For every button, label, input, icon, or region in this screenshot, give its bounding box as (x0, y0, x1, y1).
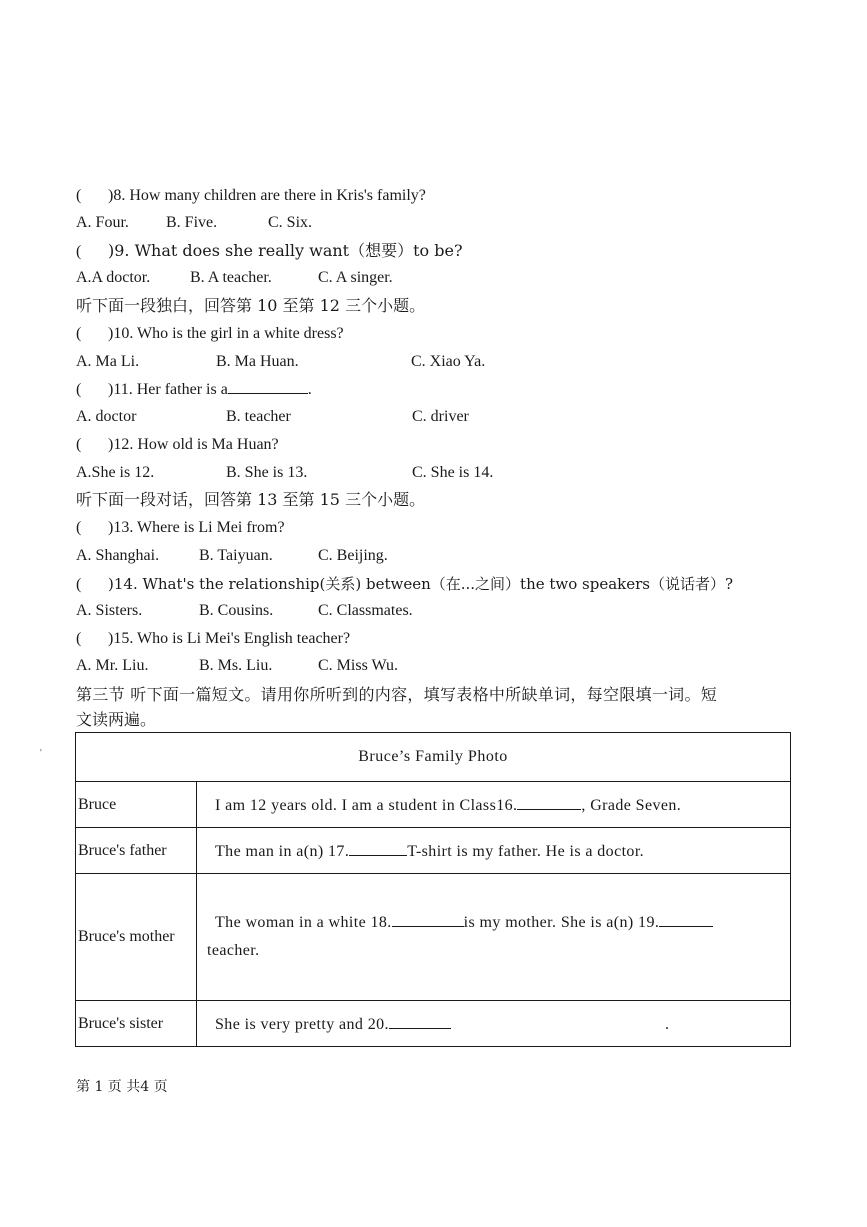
table-row (76, 1001, 791, 1047)
instruction-monologue: 听下面一段独白，回答第 10 至第 12 三个小题。 (76, 296, 426, 315)
question-8: ( )8. How many children are there in Kris's family? (76, 187, 426, 204)
question-stem: )15. Who is Li Mei's English teacher? (108, 630, 351, 647)
option-a: A. doctor (76, 408, 137, 425)
question-stem: )14. What's the relationship(关系) between（在...之间）the two speakers（说话者）? (108, 575, 734, 593)
option-b: B. Ma Huan. (216, 353, 299, 370)
option-a: A. Sisters. (76, 602, 143, 619)
option-b: B. Taiyuan. (199, 547, 273, 564)
question-14: ( )14. What's the relationship(关系) between（在...之间）the two speakers（说话者）? (76, 575, 734, 593)
option-b: B. Ms. Liu. (199, 657, 273, 674)
table-row (76, 828, 791, 874)
row-content: I am 12 years old. I am a student in Class16. , Grade Seven. (197, 782, 791, 828)
section3-instruction-cont: 文读两遍。 (76, 710, 157, 729)
option-c: C. Miss Wu. (318, 657, 398, 674)
answer-blank-20[interactable] (389, 1014, 451, 1029)
option-a: A.She is 12. (76, 464, 155, 481)
option-b: B. teacher (226, 408, 291, 425)
question-15: ( )15. Who is Li Mei's English teacher? (76, 630, 351, 647)
question-stem: )10. Who is the girl in a white dress? (108, 325, 344, 342)
question-10: ( )10. Who is the girl in a white dress? (76, 325, 344, 342)
answer-blank-18[interactable] (392, 912, 464, 927)
answer-blank[interactable] (228, 379, 308, 394)
option-c: C. Xiao Ya. (411, 353, 486, 370)
option-b: B. She is 13. (226, 464, 308, 481)
question-11: ( )11. Her father is a . (76, 381, 312, 398)
table-row (76, 874, 791, 1001)
option-a: A. Ma Li. (76, 353, 140, 370)
answer-blank-16[interactable] (517, 795, 581, 810)
option-a: A. Mr. Liu. (76, 657, 149, 674)
question-stem: )9. What does she really want（想要）to be? (108, 241, 463, 260)
instruction-dialogue: 听下面一段对话，回答第 13 至第 15 三个小题。 (76, 490, 426, 509)
table-title-row (76, 733, 791, 782)
option-c: C. driver (412, 408, 469, 425)
option-c: C. She is 14. (412, 464, 494, 481)
option-c: C. Classmates. (318, 602, 413, 619)
question-stem: )12. How old is Ma Huan? (108, 436, 279, 453)
page-number: 第 1 页 共4 页 (76, 1079, 168, 1095)
option-a: A.A doctor. (76, 269, 151, 286)
row-label: Bruce (76, 782, 197, 828)
answer-blank-17[interactable] (349, 841, 407, 856)
row-label: Bruce's sister (76, 1001, 197, 1047)
option-b: B. A teacher. (190, 269, 272, 286)
option-a: A. Four. (76, 214, 129, 231)
table-row (76, 782, 791, 828)
question-9: ( )9. What does she really want（想要）to be? (76, 241, 463, 260)
question-13: ( )13. Where is Li Mei from? (76, 519, 285, 536)
option-c: C. A singer. (318, 269, 393, 286)
option-c: C. Six. (268, 214, 313, 231)
scan-mark: ' (40, 748, 42, 759)
question-stem: )11. Her father is a (108, 381, 228, 398)
question-12: ( )12. How old is Ma Huan? (76, 436, 279, 453)
row-label: Bruce's mother (76, 874, 197, 1001)
option-b: B. Cousins. (199, 602, 274, 619)
row-label: Bruce's father (76, 828, 197, 874)
row-content: The woman in a white 18. is my mother. She is a(n) 19. teacher. (197, 874, 791, 1001)
option-a: A. Shanghai. (76, 547, 160, 564)
option-c: C. Beijing. (318, 547, 388, 564)
row-content: She is very pretty and 20. . (197, 1001, 791, 1047)
family-photo-table (75, 732, 791, 1047)
question-stem: )8. How many children are there in Kris's family? (108, 187, 426, 204)
question-stem: )13. Where is Li Mei from? (108, 519, 285, 536)
section3-instruction: 第三节 听下面一篇短文。请用你所听到的内容，填写表格中所缺单词，每空限填一词。短 (76, 685, 718, 704)
table-title: Bruce’s Family Photo (76, 733, 791, 782)
answer-blank-19[interactable] (659, 912, 713, 927)
row-content: The man in a(n) 17. T-shirt is my father. He is a doctor. (197, 828, 791, 874)
option-b: B. Five. (166, 214, 218, 231)
